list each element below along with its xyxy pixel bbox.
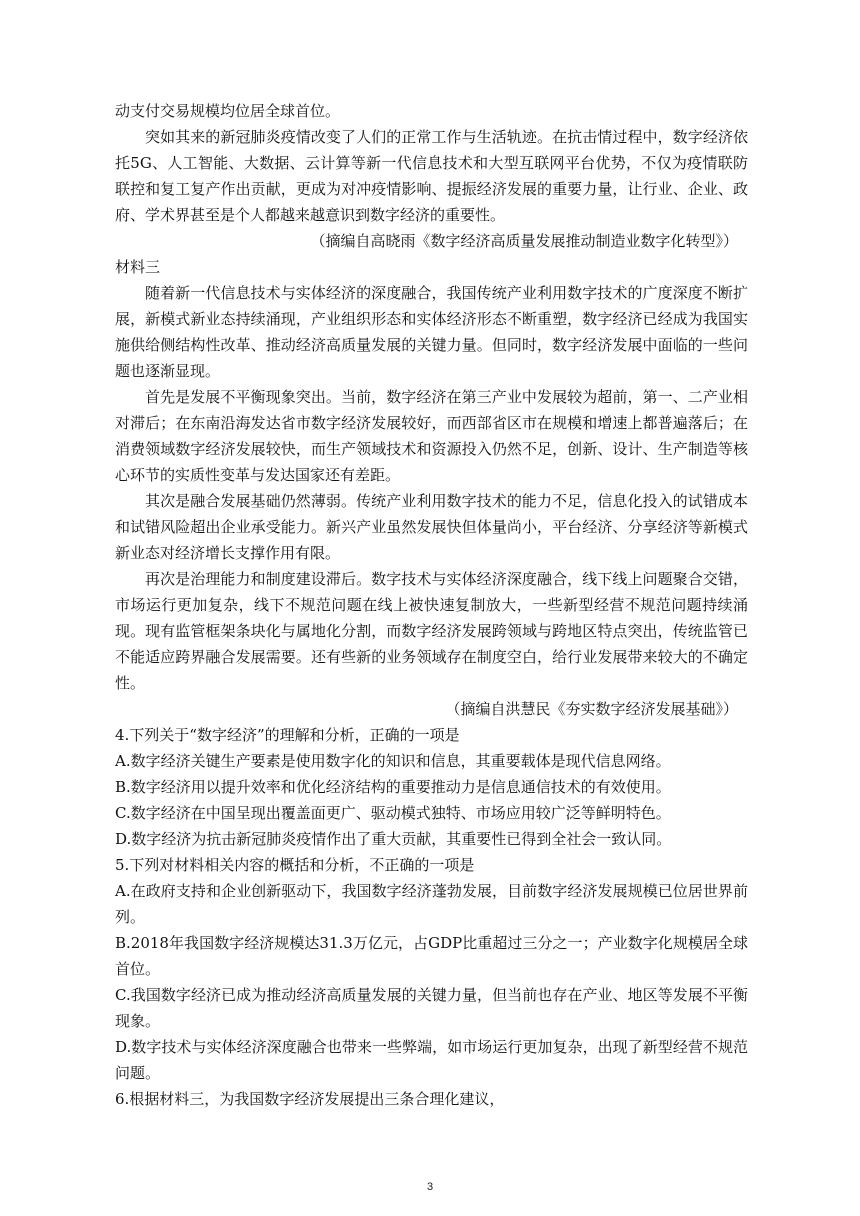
question-4-option-d: D.数字经济为抗击新冠肺炎疫情作出了重大贡献，其重要性已得到全社会一致认同。 bbox=[115, 830, 672, 848]
document-page bbox=[115, 98, 748, 1112]
material-three-paragraph-2: 首先是发展不平衡现象突出。当前，数字经济在第三产业中发展较为超前，第一、二产业相对滞后；在东南沿海发达省市数字经济发展较好，而西部省区市在规模和增速上都普遍落后；在消费领域数字经济发展较快，而生产领域技术和资源投入仍然不足，创新、设计、生产制造等核心环节的实质性变革与发达国家还有差距。 bbox=[115, 388, 748, 484]
question-4-stem: 4.下列关于“数字经济”的理解和分析，正确的一项是 bbox=[115, 726, 460, 744]
question-5-option-d: D.数字技术与实体经济深度融合也带来一些弊端，如市场运行更加复杂，出现了新型经营不规范问题。 bbox=[115, 1038, 748, 1082]
page-number: 3 bbox=[426, 1181, 434, 1193]
question-5-option-a: A.在政府支持和企业创新驱动下，我国数字经济蓬勃发展，目前数字经济发展规模已位居世界前列。 bbox=[115, 882, 748, 926]
question-5-option-c: C.我国数字经济已成为推动经济高质量发展的关键力量，但当前也存在产业、地区等发展不平衡现象。 bbox=[115, 986, 748, 1030]
material-three-paragraph-4: 再次是治理能力和制度建设滞后。数字技术与实体经济深度融合，线下线上问题聚合交错，市场运行更加复杂，线下不规范问题在线上被快速复制放大，一些新型经营不规范问题持续涌现。现有监管框架条块化与属地化分割，而数字经济发展跨领域与跨地区特点突出，传统监管已不能适应跨界融合发展需要。还有些新的业务领域存在制度空白，给行业发展带来较大的不确定性。 bbox=[115, 570, 748, 692]
question-5-stem: 5.下列对材料相关内容的概括和分析，不正确的一项是 bbox=[115, 856, 475, 874]
question-4-option-a: A.数字经济关键生产要素是使用数字化的知识和信息，其重要载体是现代信息网络。 bbox=[115, 752, 671, 770]
question-6-stem: 6.根据材料三，为我国数字经济发展提出三条合理化建议， bbox=[115, 1090, 505, 1108]
question-5-option-b: B.2018年我国数字经济规模达31.3万亿元，占GDP比重超过三分之一；产业数字化规模居全球首位。 bbox=[115, 934, 748, 978]
source-citation-two: （摘编自高晓雨《数字经济高质量发展推动制造业数字化转型》） bbox=[310, 232, 738, 250]
material-three-paragraph-1: 随着新一代信息技术与实体经济的深度融合，我国传统产业利用数字技术的广度深度不断扩展，新模式新业态持续涌现，产业组织形态和实体经济形态不断重塑，数字经济已经成为我国实施供给侧结构性改革、推动经济高质量发展的关键力量。但同时，数字经济发展中面临的一些问题也逐渐显现。 bbox=[115, 284, 748, 380]
paragraph-epidemic: 突如其来的新冠肺炎疫情改变了人们的正常工作与生活轨迹。在抗击情过程中，数字经济依托5G、人工智能、大数据、云计算等新一代信息技术和大型互联网平台优势，不仅为疫情联防联控和复工复产作出贡献，更成为对冲疫情影响、提振经济发展的重要力量，让行业、企业、政府、学术界甚至是个人都越来越意识到数字经济的重要性。 bbox=[115, 128, 748, 224]
question-4-option-c: C.数字经济在中国呈现出覆盖面更广、驱动模式独特、市场应用较广泛等鲜明特色。 bbox=[115, 804, 671, 822]
material-three-paragraph-3: 其次是融合发展基础仍然薄弱。传统产业利用数字技术的能力不足，信息化投入的试错成本和试错风险超出企业承受能力。新兴产业虽然发展快但体量尚小，平台经济、分享经济等新模式新业态对经济增长支撑作用有限。 bbox=[115, 492, 748, 562]
source-citation-three: （摘编自洪慧民《夯实数字经济发展基础》） bbox=[445, 700, 738, 718]
question-4-option-b: B.数字经济用以提升效率和优化经济结构的重要推动力是信息通信技术的有效使用。 bbox=[115, 778, 671, 796]
material-three-heading: 材料三 bbox=[115, 258, 161, 276]
continuation-line: 动支付交易规模均位居全球首位。 bbox=[115, 102, 341, 120]
